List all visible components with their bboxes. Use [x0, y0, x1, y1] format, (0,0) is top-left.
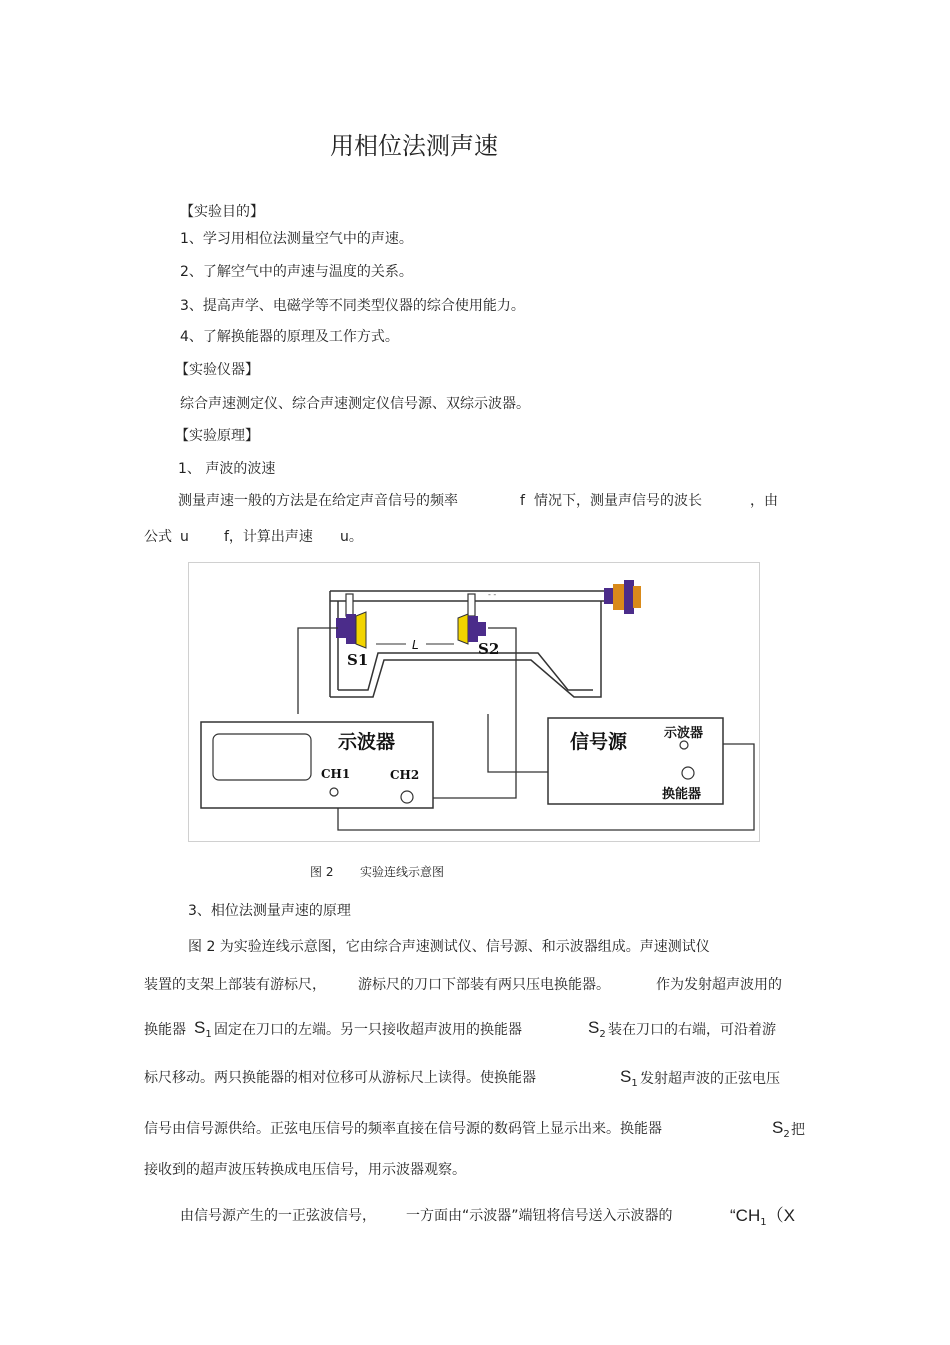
principle-p1-b: 情况下，测量声信号的波长	[534, 493, 702, 509]
signal-source-label: 信号源	[570, 731, 628, 753]
section3-line-3b: 固定在刀口的左端。另一只接收超声波用的换能器	[214, 1022, 522, 1038]
s1-subscript-2: 1	[631, 1078, 638, 1089]
ch1-open-quote: “CH	[730, 1206, 761, 1225]
ch1-label: CH1	[321, 767, 351, 781]
signal-source	[548, 718, 723, 804]
principle-p1-a: 测量声速一般的方法是在给定声音信号的频率	[178, 493, 458, 509]
purpose-item-1: 1、学习用相位法测量空气中的声速。	[180, 231, 413, 247]
principle-p1-f: f	[520, 493, 525, 509]
label-s2: S2	[478, 640, 500, 658]
principle-p2-u: u	[180, 529, 189, 545]
section3-line-5b: 把	[791, 1122, 805, 1138]
section3-s2-symbol	[588, 1019, 606, 1040]
section3-line-7a: 由信号源产生的一正弦波信号，	[180, 1208, 376, 1224]
purpose-item-2: 2、了解空气中的声速与温度的关系。	[180, 264, 413, 280]
purpose-heading: 【实验目的】	[180, 204, 264, 220]
rail-marking: - -	[488, 590, 497, 599]
connection-diagram	[188, 562, 760, 842]
oscilloscope-label: 示波器	[338, 731, 396, 753]
s1-letter-2: S	[620, 1067, 632, 1086]
section3-line-2b: 游标尺的刀口下部装有两只压电换能器。	[358, 977, 610, 993]
section3-line-2a: 装置的支架上部装有游标尺，	[144, 977, 326, 993]
principle-sub1: 1、 声波的波速	[178, 461, 276, 477]
principle-p2-u2: u。	[340, 529, 363, 545]
principle-p1-c: ，由	[750, 493, 778, 509]
ch1-subscript: 1	[760, 1217, 767, 1228]
section3-heading: 3、相位法测量声速的原理	[188, 903, 351, 919]
ch2-port	[401, 791, 413, 803]
section3-line-6: 接收到的超声波压转换成电压信号，用示波器观察。	[144, 1162, 466, 1178]
section3-line-5a: 信号由信号源供给。正弦电压信号的频率直接在信号源的数码管上显示出来。换能器	[144, 1121, 662, 1137]
section3-line-4b: 发射超声波的正弦电压	[640, 1071, 780, 1087]
scope-screen	[213, 734, 311, 780]
transducer-s1	[336, 594, 366, 648]
transducer-terminal-port	[682, 767, 694, 779]
section3-line-3c: 装在刀口的右端，可沿着游	[608, 1022, 776, 1038]
page-title: 用相位法测声速	[330, 132, 498, 160]
label-s1: S1	[347, 651, 369, 669]
s1-subscript: 1	[205, 1029, 212, 1040]
section3-s1-symbol	[194, 1019, 212, 1040]
rail-knob	[604, 580, 641, 614]
figure-caption-label: 图 2	[310, 865, 334, 879]
principle-heading: 【实验原理】	[175, 428, 259, 444]
section3-line-4a: 标尺移动。两只换能器的相对位移可从游标尺上读得。使换能器	[144, 1070, 536, 1086]
oscilloscope	[201, 722, 433, 808]
section3-s1-symbol-2	[620, 1068, 638, 1089]
label-L: L	[412, 638, 419, 652]
transducer-terminal-label: 换能器	[662, 787, 702, 802]
s2-subscript: 2	[599, 1029, 606, 1040]
s2-letter-2: S	[772, 1118, 784, 1137]
section3-line-2c: 作为发射超声波用的	[656, 977, 782, 993]
purpose-item-4: 4、了解换能器的原理及工作方式。	[180, 329, 399, 345]
s1-letter: S	[194, 1018, 206, 1037]
section3-line-7b: 一方面由“示波器”端钮将信号送入示波器的	[406, 1208, 673, 1224]
purpose-item-3: 3、提高声学、电磁学等不同类型仪器的综合使用能力。	[180, 298, 525, 314]
ch2-label: CH2	[390, 768, 420, 782]
instruments-text: 综合声速测定仪、综合声速测定仪信号源、双综示波器。	[180, 396, 530, 412]
section3-line-1: 图 2 为实验连线示意图，它由综合声速测试仪、信号源、和示波器组成。声速测试仪	[188, 939, 710, 955]
s2-subscript-2: 2	[783, 1129, 790, 1140]
principle-p2-f: f，计算出声速	[224, 529, 313, 545]
s2-letter: S	[588, 1018, 600, 1037]
ch1-port	[330, 788, 338, 796]
scope-terminal-label: 示波器	[664, 726, 704, 741]
figure-caption-text: 实验连线示意图	[360, 865, 445, 879]
scope-terminal-port	[680, 741, 688, 749]
principle-p2-a: 公式	[144, 529, 172, 545]
section3-s2-symbol-2	[772, 1119, 790, 1140]
ch1-x-suffix: （X	[766, 1206, 795, 1225]
section3-line-3a: 换能器	[144, 1022, 186, 1038]
instruments-heading: 【实验仪器】	[175, 362, 259, 378]
section3-line-7c	[730, 1207, 795, 1228]
